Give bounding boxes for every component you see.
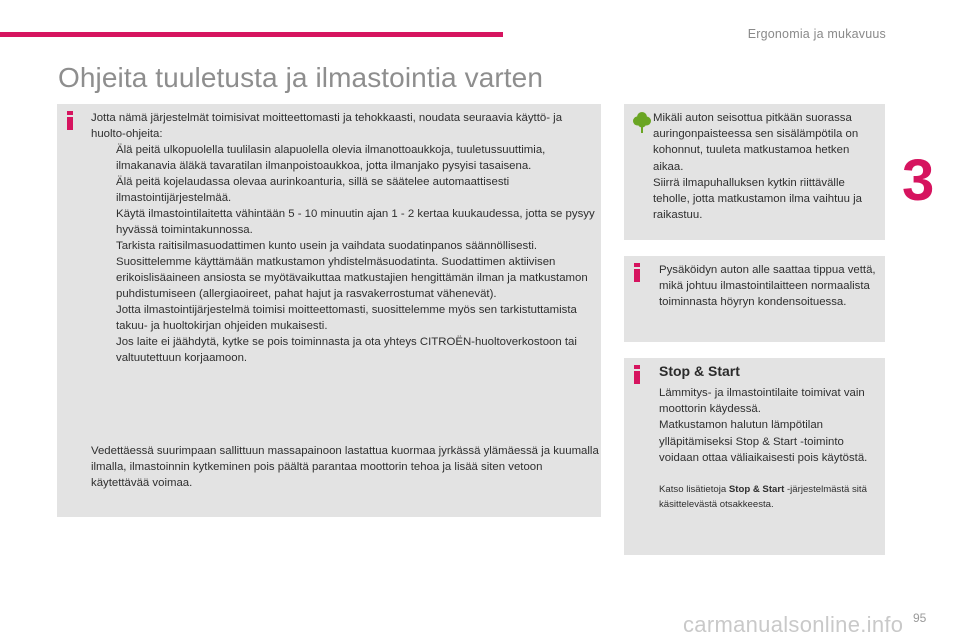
info-icon	[634, 365, 640, 384]
list-item: Jotta ilmastointijärjestelmä toimisi moitteettomasti, suosittelemme myös sen tarkistuttamista takuu- ja huoltokirjan ohjeiden mukaisesti.	[116, 304, 577, 332]
towing-note: Vedettäessä suurimpaan sallittuun massapainoon lastattua kuormaa jyrkässä ylämäessä ja kuumalla ilmalla, ilmastoinnin kytkeminen pois päältä parantaa moottorin tehoa ja lisää siten vetoon käytettävää voimaa.	[91, 445, 599, 489]
main-intro-text: Jotta nämä järjestelmät toimisivat moitteettomasti ja tehokkaasti, noudata seuraavia käyttö- ja huolto-ohjeita:	[91, 112, 563, 140]
stop-start-heading: Stop & Start	[659, 363, 740, 379]
list-item: Käytä ilmastointilaitetta vähintään 5 - 10 minuutin ajan 1 - 2 kertaa kuukaudessa, jotta se pysyy hyvässä toimintakunnossa.	[116, 208, 595, 236]
page-number: 95	[913, 611, 927, 625]
section-label: Ergonomia ja mukavuus	[747, 27, 886, 41]
info-icon	[67, 111, 73, 130]
condensation-text: Pysäköidyn auton alle saattaa tippua vettä, mikä johtuu ilmastointilaitteen normaalista toiminnasta höyryn kondensoituessa.	[659, 264, 876, 309]
advice-list	[91, 142, 596, 366]
eco-tip-text: Mikäli auton seisottua pitkään suorassa auringonpaisteessa sen sisälämpötila on kohonnut, tuuleta matkustamoa hetken aikaa. Siirrä ilmapuhalluksen kytkin riittävälle teholle, jotta matkustamon ilma vaihtuu ja raikastuu.	[653, 112, 862, 222]
list-item: Älä peitä kojelaudassa olevaa aurinkoanturia, sillä se säätelee automaattisesti ilmastointijärjestelmää.	[116, 176, 510, 204]
chapter-number: 3	[902, 148, 935, 213]
stop-start-body: Lämmitys- ja ilmastointilaite toimivat vain moottorin käydessä. Matkustamon halutun lämpötilan ylläpitämiseksi Stop & Start -toiminto voidaan ottaa väliaikaisesti pois käytöstä.	[659, 387, 868, 464]
stop-start-note: Katso lisätietoja Stop & Start -järjestelmästä sitä käsittelevästä otsakkeesta.	[659, 484, 867, 510]
list-item: Tarkista raitisilmasuodattimen kunto usein ja vaihdata suodatinpanos säännöllisesti. Suosittelemme käyttämään matkustamon yhdistelmäsuodatinta. Suodattimen aktiivisen erikoislisäaineen ansiosta se myötävaikuttaa matkustajien hengittämän ilman ja matkustamon puhdistumiseen (allergiaoireet, pahat hajut ja rasvakerrostumat vähenevät).	[116, 240, 588, 300]
header-accent-bar	[0, 32, 503, 37]
watermark: carmanualsonline.info	[683, 612, 904, 637]
page-title: Ohjeita tuuletusta ja ilmastointia varten	[58, 62, 544, 93]
eco-leaf-icon	[633, 111, 651, 133]
info-icon	[634, 263, 640, 282]
list-item: Älä peitä ulkopuolella tuulilasin alapuolella olevia ilmanottoaukkoja, tuuletussuuttimia, ilmakanavia äläkä tavaratilan ilmanpoistoaukkoa, jotta ilmanjako pysyisi tasaisena.	[116, 144, 546, 172]
list-item: Jos laite ei jäähdytä, kytke se pois toiminnasta ja ota yhteys CITROËN-huoltoverkostoon tai valtuutettuun korjaamoon.	[116, 336, 577, 364]
